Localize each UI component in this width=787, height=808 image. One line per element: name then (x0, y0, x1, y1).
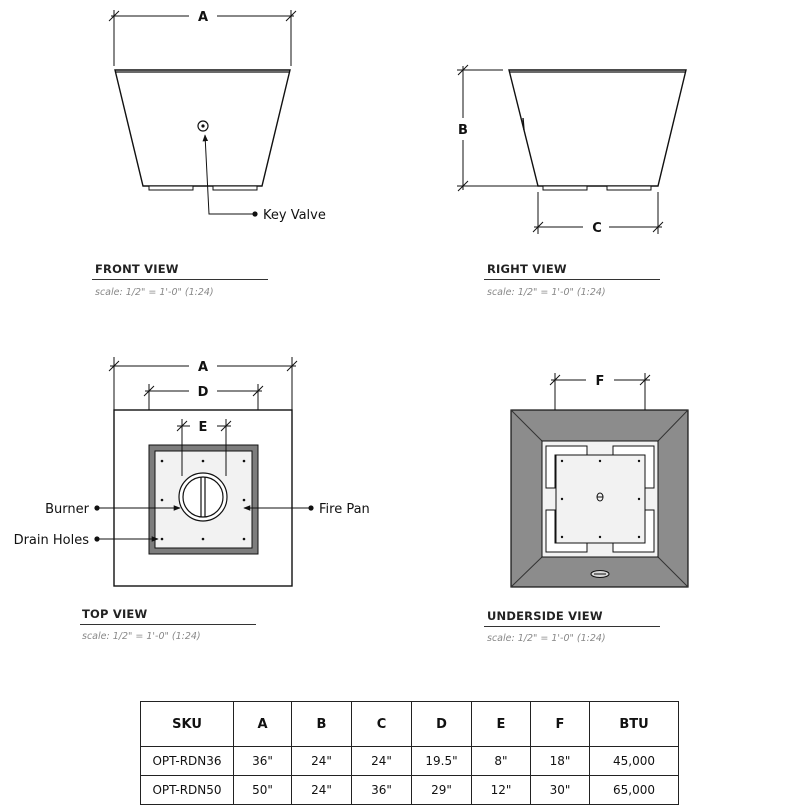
spec-header-b: B (292, 702, 352, 747)
right-foot-right (607, 186, 651, 190)
right-view-scale: scale: 1/2" = 1'-0" (1:24) (487, 287, 606, 298)
underside-base-plate (556, 455, 645, 543)
underside-valve-icon (591, 571, 609, 578)
underside-view-title: UNDERSIDE VIEW (487, 609, 603, 623)
top-view-scale: scale: 1/2" = 1'-0" (1:24) (82, 631, 201, 642)
spec-cell-c: 24" (352, 747, 412, 776)
spec-header-btu: BTU (590, 702, 679, 747)
fire-pan-label: Fire Pan (319, 502, 370, 517)
top-view-drawing (14, 357, 370, 586)
spec-cell-f: 18" (531, 747, 590, 776)
spec-cell-c: 36" (352, 776, 412, 805)
spec-cell-b: 24" (292, 776, 352, 805)
spec-cell-a: 36" (234, 747, 292, 776)
front-view-drawing (109, 10, 326, 223)
spec-header-d: D (412, 702, 472, 747)
top-view-title: TOP VIEW (82, 607, 148, 621)
top-view-rule (80, 624, 256, 625)
table-row (141, 747, 679, 776)
spec-cell-e: 12" (472, 776, 531, 805)
right-view-drawing (457, 65, 686, 236)
underside-view-drawing (511, 373, 688, 587)
front-foot-right (213, 186, 257, 190)
right-dim-b-label: B (458, 123, 468, 138)
spec-cell-d: 19.5" (412, 747, 472, 776)
spec-header-a: A (234, 702, 292, 747)
spec-cell-b: 24" (292, 747, 352, 776)
drain-holes-label: Drain Holes (13, 533, 89, 548)
spec-cell-btu: 65,000 (590, 776, 679, 805)
spec-table (140, 701, 679, 805)
spec-header-c: C (352, 702, 412, 747)
spec-cell-a: 50" (234, 776, 292, 805)
right-view-rule (484, 279, 660, 280)
right-foot-left (543, 186, 587, 190)
top-dim-d-label: D (197, 385, 209, 400)
burner-label: Burner (45, 502, 89, 517)
spec-header-f: F (531, 702, 590, 747)
front-view-scale: scale: 1/2" = 1'-0" (1:24) (95, 287, 214, 298)
underside-view-scale: scale: 1/2" = 1'-0" (1:24) (487, 633, 606, 644)
spec-header-e: E (472, 702, 531, 747)
front-view-title: FRONT VIEW (95, 262, 179, 276)
right-view-title: RIGHT VIEW (487, 262, 567, 276)
spec-cell-e: 8" (472, 747, 531, 776)
spec-cell-d: 29" (412, 776, 472, 805)
spec-cell-btu: 45,000 (590, 747, 679, 776)
spec-cell-sku: OPT-RDN50 (141, 776, 234, 805)
spec-header-sku: SKU (141, 702, 234, 747)
top-dim-e-label: E (198, 420, 208, 435)
spec-cell-sku: OPT-RDN36 (141, 747, 234, 776)
burner-ring (179, 473, 227, 521)
spec-header-row (141, 702, 679, 747)
front-foot-left (149, 186, 193, 190)
spec-cell-f: 30" (531, 776, 590, 805)
table-row (141, 776, 679, 805)
front-view-rule (92, 279, 268, 280)
key-valve-icon (198, 121, 208, 131)
right-dim-c-label: C (592, 221, 602, 236)
underside-view-rule (484, 626, 660, 627)
underside-dim-f-label: F (595, 374, 605, 389)
right-planter-body (509, 70, 686, 186)
top-dim-a-label: A (197, 360, 209, 375)
key-valve-label: Key Valve (263, 208, 326, 223)
front-dim-a-label: A (197, 10, 209, 25)
